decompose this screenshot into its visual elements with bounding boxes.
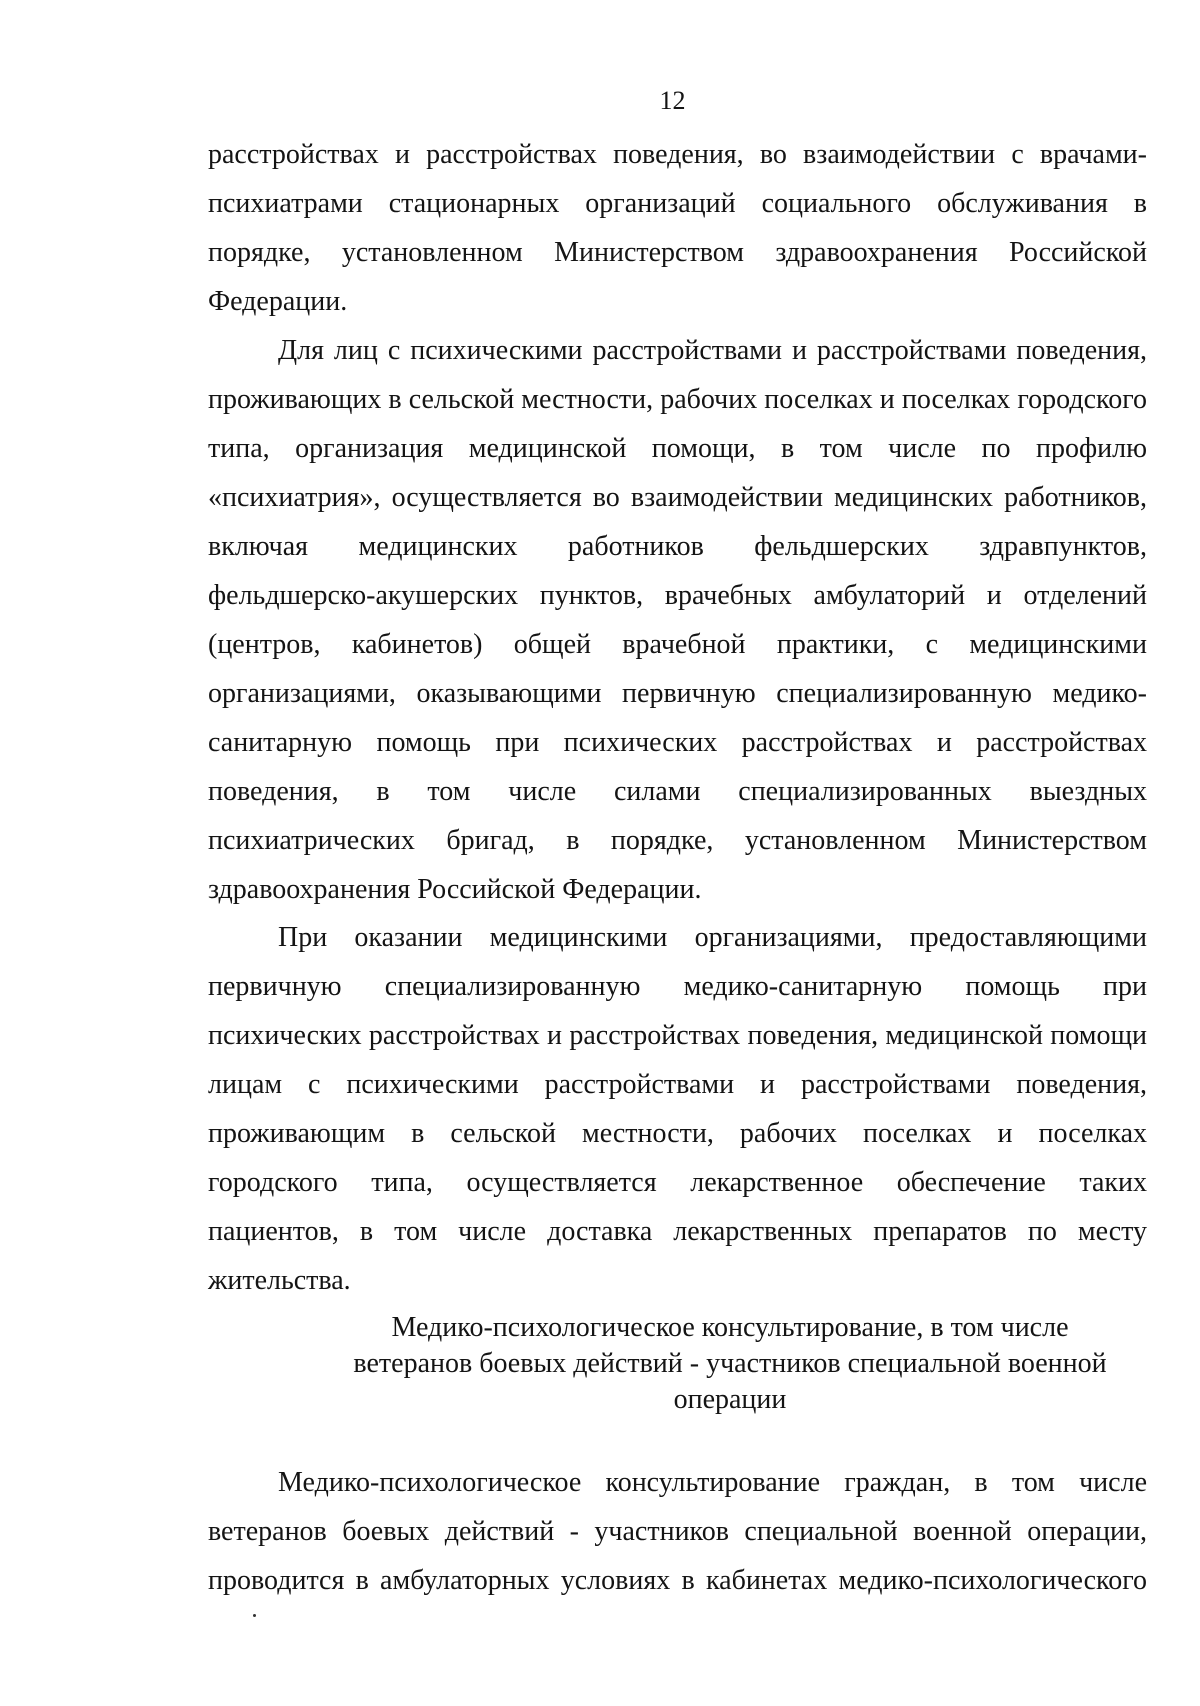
- paragraph-psych-consulting: Медико-психологическое консультирование граждан, в том числе ветеранов боевых действий - участников специальной военной операции, проводится в амбулаторных условиях в кабинетах медико-психологического: [208, 1467, 1147, 1596]
- scan-speck: [253, 1614, 256, 1617]
- paragraph-continuation: расстройствах и расстройствах поведения, во взаимодействии с врачами-психиатрами стационарных организаций социального обслуживания в порядке, установленном Министерством здравоохранения Российской Федерации.: [208, 139, 1147, 317]
- section-heading-line: ветеранов боевых действий - участников специальной военной: [353, 1348, 1107, 1379]
- section-heading: [330, 1310, 1130, 1418]
- page-number: 12: [659, 86, 686, 115]
- paragraph-rural-psychiatric-care: Для лиц с психическими расстройствами и расстройствами поведения, проживающих в сельской местности, рабочих поселках и поселках городского типа, организация медицинской помощи, в том числе по профилю «психиатрия», осуществляется во взаимодействии медицинских работников, включая медицинских работников фельдшерских здравпунктов, фельдшерско-акушерских пунктов, врачебных амбулаторий и отделений (центров, кабинетов) общей врачебной практики, с медицинскими организациями, оказывающими первичную специализированную медико-санитарную помощь при психических расстройствах и расстройствах поведения, в том числе силами специализированных выездных психиатрических бригад, в порядке, установленном Министерством здравоохранения Российской Федерации.: [208, 335, 1147, 905]
- paragraph-drug-provision: При оказании медицинскими организациями, предоставляющими первичную специализированную медико-санитарную помощь при психических расстройствах и расстройствах поведения, медицинской помощи лицам с психическими расстройствами и расстройствами поведения, проживающим в сельской местности, рабочих поселках и поселках городского типа, осуществляется лекарственное обеспечение таких пациентов, в том числе доставка лекарственных препаратов по месту жительства.: [208, 922, 1147, 1296]
- section-heading-line: Медико-психологическое консультирование, в том числе: [391, 1312, 1069, 1343]
- section-heading-line: операции: [673, 1384, 787, 1415]
